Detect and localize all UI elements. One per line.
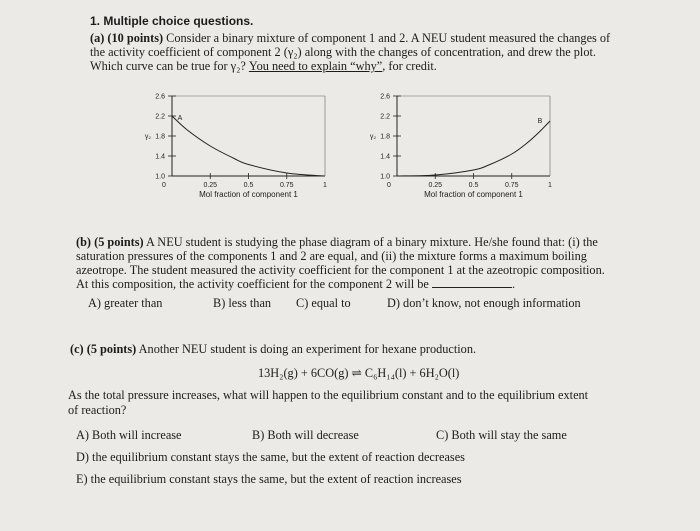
plot-b-y-axis-title: γ₂ — [369, 133, 377, 141]
plot-b-y-tick-label: 2.2 — [380, 113, 390, 121]
plot-b — [365, 90, 575, 215]
answer-blank — [432, 277, 512, 288]
part-c-question-2: of reaction? — [68, 403, 127, 417]
plot-a-y-tick-label: 1.4 — [155, 153, 165, 161]
part-c-question-1: As the total pressure increases, what will happen to the equilibrium constant and to the equilibrium extent — [68, 388, 589, 402]
part-c-option-a: A) Both will increase — [76, 428, 182, 442]
plot-a-y-tick-label: 2.6 — [155, 93, 165, 101]
plot-a-x-tick-label: 0.75 — [279, 182, 294, 189]
plot-b-x-tick-label: 1 — [548, 182, 552, 189]
part-b-option-a: A) greater than — [88, 296, 163, 310]
plot-b-y-tick-label: 1.8 — [380, 133, 390, 141]
part-a-line-1-text: Consider a binary mixture of component 1 and 2. A NEU student measured the changes of — [163, 31, 611, 45]
part-b-line-4-text: At this composition, the activity coefficient for the component 2 will be — [76, 277, 429, 291]
plot-a-y-tick-label: 2.2 — [155, 113, 165, 121]
part-b-option-b: B) less than — [213, 296, 272, 310]
question-header: 1. Multiple choice questions. — [90, 14, 254, 28]
part-c-line-1-text: Another NEU student is doing an experiment for hexane production. — [136, 342, 477, 356]
plot-b-x-tick-label: 0 — [387, 182, 391, 189]
part-a-label: (a) (10 points) — [90, 31, 164, 45]
plot-a-curve-label: A — [177, 115, 183, 122]
part-a-line-3-text: Which curve can be true for γ₂? — [90, 59, 249, 73]
part-b-line-4 — [76, 277, 515, 292]
reaction-equation: 13H₂(g) + 6CO(g) ⇌ C₆H₁₄(l) + 6H₂O(l) — [258, 366, 460, 380]
part-c-label: (c) (5 points) — [70, 342, 137, 356]
part-c-option-b: B) Both will decrease — [252, 428, 359, 442]
part-a-line-3-end: , for credit. — [382, 59, 437, 73]
plot-b-y-tick-label: 1.4 — [380, 153, 390, 161]
plot-b-x-tick-label: 0.5 — [468, 182, 479, 189]
part-a-line-3 — [90, 59, 437, 74]
part-c-option-d: D) the equilibrium constant stays the same, but the extent of reaction decreases — [76, 450, 465, 464]
part-a-line-2: the activity coefficient of component 2 (γ₂) along with the changes of concentration, and drew the plot. — [90, 45, 596, 59]
part-c-line-1 — [70, 342, 476, 357]
explain-why-note: You need to explain “why” — [248, 59, 383, 73]
part-b-line-4-end: . — [511, 277, 516, 291]
plot-b-curve-label: B — [537, 118, 543, 125]
plot-a-curve — [172, 116, 325, 176]
part-b-option-d: D) don’t know, not enough information — [387, 296, 581, 310]
part-b-option-c: C) equal to — [296, 296, 351, 310]
plot-b-x-axis-title: Mol fraction of component 1 — [424, 190, 523, 199]
part-b-line-2: saturation pressures of the components 1 and 2 are equal, and (ii) the mixture forms a maximum boiling — [76, 249, 587, 263]
part-a-line-1 — [90, 31, 610, 46]
part-b-line-1 — [76, 235, 598, 250]
plot-b-y-tick-label: 2.6 — [380, 93, 390, 101]
plot-a-x-tick-label: 0.25 — [203, 182, 218, 189]
part-b-label: (b) (5 points) — [76, 235, 144, 249]
plot-b-svg — [365, 90, 575, 210]
plot-a-y-axis-title: γ₂ — [144, 133, 152, 141]
plot-b-x-tick-label: 0.75 — [504, 182, 519, 189]
plot-a-x-tick-label: 0.5 — [243, 182, 254, 189]
plot-a-x-tick-label: 0 — [162, 182, 166, 189]
plot-a-x-tick-label: 1 — [323, 182, 327, 189]
plot-b-y-tick-label: 1.0 — [380, 173, 390, 181]
plot-b-x-tick-label: 0.25 — [428, 182, 443, 189]
plot-b-curve — [397, 121, 550, 176]
part-b-line-3: azeotrope. The student measured the activity coefficient for the component 1 at the azeotropic composition. — [76, 263, 605, 277]
plot-a-svg — [140, 90, 350, 210]
plot-a-y-tick-label: 1.0 — [155, 173, 165, 181]
plot-a — [140, 90, 350, 215]
part-c-option-c: C) Both will stay the same — [436, 428, 567, 442]
part-c-option-e: E) the equilibrium constant stays the same, but the extent of reaction increases — [76, 472, 462, 486]
plot-a-y-tick-label: 1.8 — [155, 133, 165, 141]
plot-a-x-axis-title: Mol fraction of component 1 — [199, 190, 298, 199]
part-b-line-1-text: A NEU student is studying the phase diagram of a binary mixture. He/she found that: (i) the — [143, 235, 598, 249]
